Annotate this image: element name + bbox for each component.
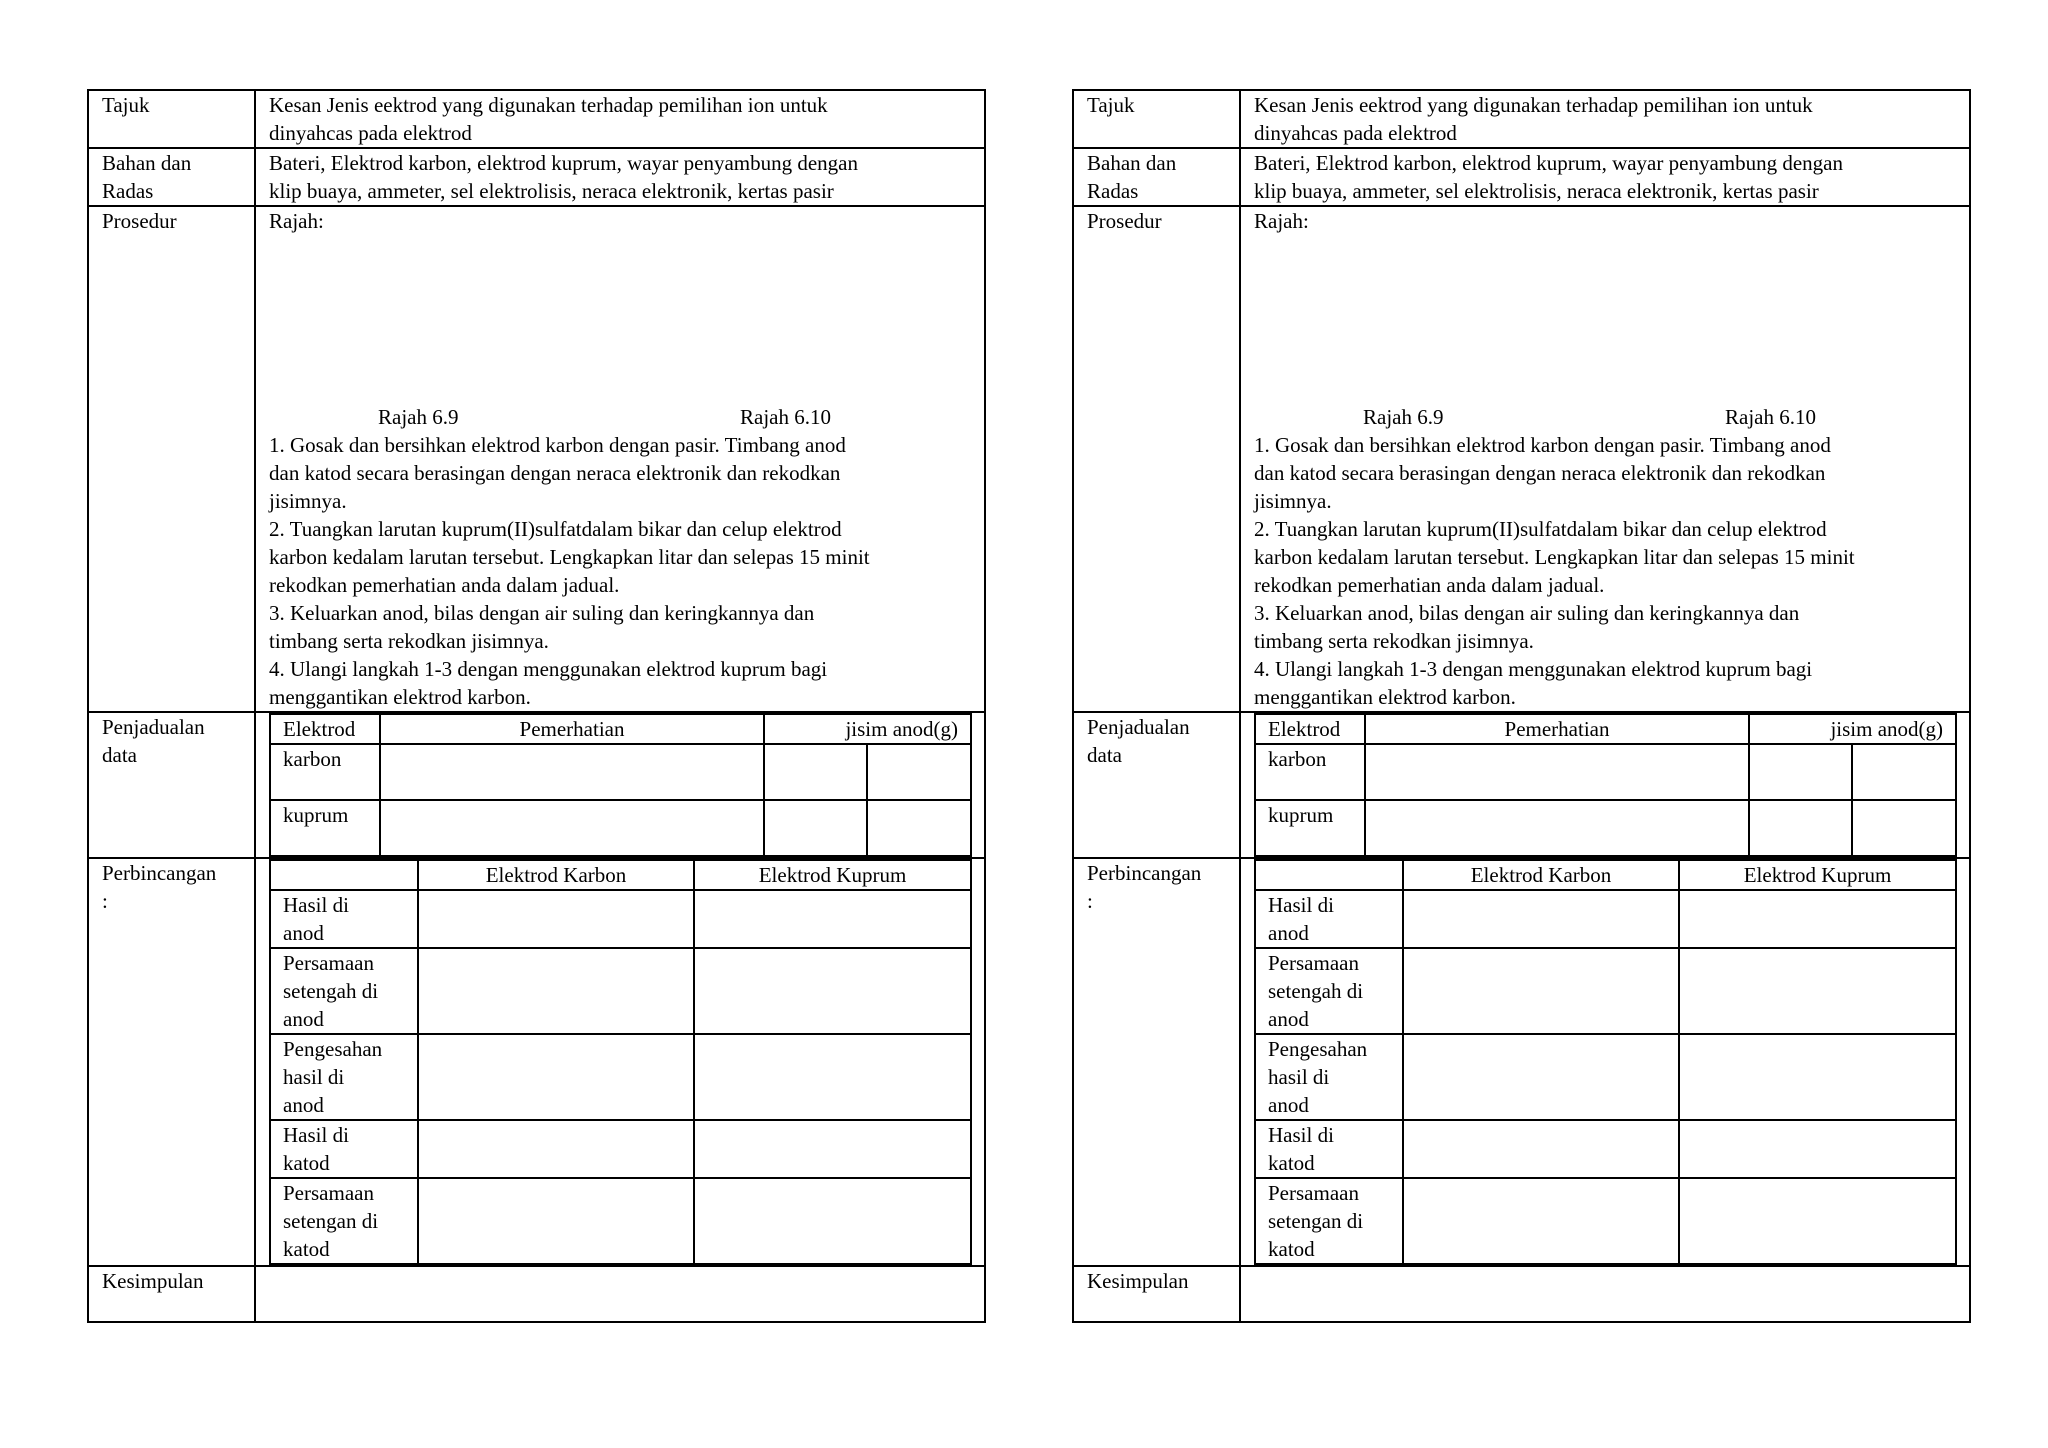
input-cell[interactable] bbox=[694, 890, 971, 948]
table-row bbox=[270, 948, 971, 1034]
input-cell[interactable] bbox=[1679, 1120, 1956, 1178]
penjadualan-label: Penjadualan data bbox=[88, 712, 255, 858]
column-header: Pemerhatian bbox=[1365, 714, 1749, 744]
procedure-step: 2. Tuangkan larutan kuprum(II)sulfatdalam bikar dan celup elektrod karbon kedalam larutan tersebut. Lengkapkan litar dan selepas 15 minit rekodkan pemerhatian anda dalam jadual. bbox=[269, 517, 870, 597]
rajah-caption: Rajah 6.9 bbox=[1363, 405, 1444, 429]
input-cell[interactable] bbox=[418, 1178, 694, 1264]
rajah-captions bbox=[269, 403, 979, 431]
input-cell[interactable] bbox=[1679, 1034, 1956, 1120]
input-cell[interactable] bbox=[1403, 1178, 1679, 1264]
column-header: jisim anod(g) bbox=[1749, 714, 1956, 744]
procedure-step: 4. Ulangi langkah 1-3 dengan menggunakan elektrod kuprum bagi menggantikan elektrod karbon. bbox=[269, 657, 828, 709]
data-table bbox=[1254, 713, 1957, 857]
input-cell[interactable] bbox=[1679, 948, 1956, 1034]
worksheet-table bbox=[1072, 89, 1971, 1323]
perbincangan-label: Perbincangan : bbox=[88, 858, 255, 1266]
tajuk-label: Tajuk bbox=[1073, 90, 1240, 148]
bahan-text: Bateri, Elektrod karbon, elektrod kuprum, wayar penyambung dengan klip buaya, ammeter, sel elektrolisis, neraca elektronik, kertas pasir bbox=[255, 148, 985, 206]
column-header: jisim anod(g) bbox=[764, 714, 971, 744]
procedure-step: 2. Tuangkan larutan kuprum(II)sulfatdalam bikar dan celup elektrod karbon kedalam larutan tersebut. Lengkapkan litar dan selepas 15 minit rekodkan pemerhatian anda dalam jadual. bbox=[1254, 517, 1855, 597]
table-row bbox=[1255, 1120, 1956, 1178]
row-label: karbon bbox=[270, 744, 380, 800]
input-cell[interactable] bbox=[764, 744, 867, 800]
discussion-table bbox=[1254, 859, 1957, 1265]
input-cell[interactable] bbox=[764, 800, 867, 856]
procedure-step: 1. Gosak dan bersihkan elektrod karbon dengan pasir. Timbang anod dan katod secara berasingan dengan neraca elektronik dan rekodkan jisimnya. bbox=[269, 433, 846, 513]
input-cell[interactable] bbox=[1749, 800, 1852, 856]
input-cell[interactable] bbox=[1403, 1034, 1679, 1120]
row-label: Persamaan setengah di anod bbox=[270, 948, 418, 1034]
worksheet-right bbox=[1072, 89, 1969, 1323]
input-cell[interactable] bbox=[418, 948, 694, 1034]
discussion-table-cell bbox=[255, 858, 985, 1266]
table-row bbox=[270, 1178, 971, 1264]
prosedur-label: Prosedur bbox=[88, 206, 255, 712]
data-table-cell bbox=[1240, 712, 1970, 858]
bahan-label: Bahan dan Radas bbox=[88, 148, 255, 206]
input-cell[interactable] bbox=[1679, 890, 1956, 948]
prosedur-content bbox=[1240, 206, 1970, 712]
table-row bbox=[1255, 1178, 1956, 1264]
discussion-table bbox=[269, 859, 972, 1265]
input-cell[interactable] bbox=[1749, 744, 1852, 800]
perbincangan-label: Perbincangan : bbox=[1073, 858, 1240, 1266]
input-cell[interactable] bbox=[1403, 948, 1679, 1034]
input-cell[interactable] bbox=[1852, 744, 1956, 800]
table-row bbox=[270, 1120, 971, 1178]
row-label: Hasil di anod bbox=[270, 890, 418, 948]
column-header: Elektrod bbox=[270, 714, 380, 744]
tajuk-text: Kesan Jenis eektrod yang digunakan terhadap pemilihan ion untuk dinyahcas pada elektrod bbox=[255, 90, 985, 148]
input-cell[interactable] bbox=[694, 948, 971, 1034]
column-header bbox=[1255, 860, 1403, 890]
procedure-step: 4. Ulangi langkah 1-3 dengan menggunakan elektrod kuprum bagi menggantikan elektrod karbon. bbox=[1254, 657, 1813, 709]
input-cell[interactable] bbox=[418, 890, 694, 948]
row-label: Persamaan setengah di anod bbox=[1255, 948, 1403, 1034]
worksheet-left bbox=[87, 89, 984, 1323]
column-header: Elektrod Karbon bbox=[418, 860, 694, 890]
row-label: Pengesahan hasil di anod bbox=[1255, 1034, 1403, 1120]
input-cell[interactable] bbox=[1852, 800, 1956, 856]
rajah-label: Rajah: bbox=[269, 209, 324, 233]
row-label: Pengesahan hasil di anod bbox=[270, 1034, 418, 1120]
input-cell[interactable] bbox=[694, 1178, 971, 1264]
input-cell[interactable] bbox=[1403, 1120, 1679, 1178]
table-row bbox=[1255, 1034, 1956, 1120]
table-row bbox=[1255, 890, 1956, 948]
kesimpulan-input[interactable] bbox=[1240, 1266, 1970, 1322]
prosedur-label: Prosedur bbox=[1073, 206, 1240, 712]
column-header: Elektrod Kuprum bbox=[1679, 860, 1956, 890]
row-label: Hasil di katod bbox=[1255, 1120, 1403, 1178]
input-cell[interactable] bbox=[380, 744, 764, 800]
input-cell[interactable] bbox=[418, 1120, 694, 1178]
table-row bbox=[1255, 948, 1956, 1034]
column-header: Elektrod Karbon bbox=[1403, 860, 1679, 890]
data-table bbox=[269, 713, 972, 857]
table-row bbox=[1255, 744, 1956, 800]
row-label: kuprum bbox=[270, 800, 380, 856]
rajah-label: Rajah: bbox=[1254, 209, 1309, 233]
input-cell[interactable] bbox=[380, 800, 764, 856]
worksheet-table bbox=[87, 89, 986, 1323]
kesimpulan-input[interactable] bbox=[255, 1266, 985, 1322]
discussion-table-cell bbox=[1240, 858, 1970, 1266]
input-cell[interactable] bbox=[1365, 800, 1749, 856]
table-row bbox=[270, 744, 971, 800]
column-header: Elektrod bbox=[1255, 714, 1365, 744]
procedure-steps bbox=[269, 431, 979, 711]
procedure-step: 1. Gosak dan bersihkan elektrod karbon dengan pasir. Timbang anod dan katod secara berasingan dengan neraca elektronik dan rekodkan jisimnya. bbox=[1254, 433, 1831, 513]
bahan-label: Bahan dan Radas bbox=[1073, 148, 1240, 206]
row-label: karbon bbox=[1255, 744, 1365, 800]
rajah-caption: Rajah 6.10 bbox=[1725, 405, 1816, 429]
rajah-caption: Rajah 6.10 bbox=[740, 405, 831, 429]
prosedur-content bbox=[255, 206, 985, 712]
bahan-text: Bateri, Elektrod karbon, elektrod kuprum, wayar penyambung dengan klip buaya, ammeter, sel elektrolisis, neraca elektronik, kertas pasir bbox=[1240, 148, 1970, 206]
row-label: Hasil di anod bbox=[1255, 890, 1403, 948]
rajah-area bbox=[1254, 207, 1964, 403]
input-cell[interactable] bbox=[1403, 890, 1679, 948]
input-cell[interactable] bbox=[1679, 1178, 1956, 1264]
penjadualan-label: Penjadualan data bbox=[1073, 712, 1240, 858]
table-row bbox=[270, 1034, 971, 1120]
rajah-caption: Rajah 6.9 bbox=[378, 405, 459, 429]
input-cell[interactable] bbox=[418, 1034, 694, 1120]
row-label: Persamaan setengan di katod bbox=[270, 1178, 418, 1264]
data-table-cell bbox=[255, 712, 985, 858]
row-label: kuprum bbox=[1255, 800, 1365, 856]
input-cell[interactable] bbox=[694, 1034, 971, 1120]
rajah-captions bbox=[1254, 403, 1964, 431]
table-row bbox=[270, 800, 971, 856]
input-cell[interactable] bbox=[867, 800, 971, 856]
kesimpulan-label: Kesimpulan bbox=[1073, 1266, 1240, 1322]
kesimpulan-label: Kesimpulan bbox=[88, 1266, 255, 1322]
table-row bbox=[270, 890, 971, 948]
rajah-area bbox=[269, 207, 979, 403]
procedure-steps bbox=[1254, 431, 1964, 711]
row-label: Persamaan setengan di katod bbox=[1255, 1178, 1403, 1264]
column-header bbox=[270, 860, 418, 890]
input-cell[interactable] bbox=[694, 1120, 971, 1178]
input-cell[interactable] bbox=[867, 744, 971, 800]
tajuk-label: Tajuk bbox=[88, 90, 255, 148]
column-header: Elektrod Kuprum bbox=[694, 860, 971, 890]
table-row bbox=[1255, 800, 1956, 856]
row-label: Hasil di katod bbox=[270, 1120, 418, 1178]
procedure-step: 3. Keluarkan anod, bilas dengan air suling dan keringkannya dan timbang serta rekodkan jisimnya. bbox=[269, 601, 815, 653]
tajuk-text: Kesan Jenis eektrod yang digunakan terhadap pemilihan ion untuk dinyahcas pada elektrod bbox=[1240, 90, 1970, 148]
input-cell[interactable] bbox=[1365, 744, 1749, 800]
column-header: Pemerhatian bbox=[380, 714, 764, 744]
procedure-step: 3. Keluarkan anod, bilas dengan air suling dan keringkannya dan timbang serta rekodkan jisimnya. bbox=[1254, 601, 1800, 653]
